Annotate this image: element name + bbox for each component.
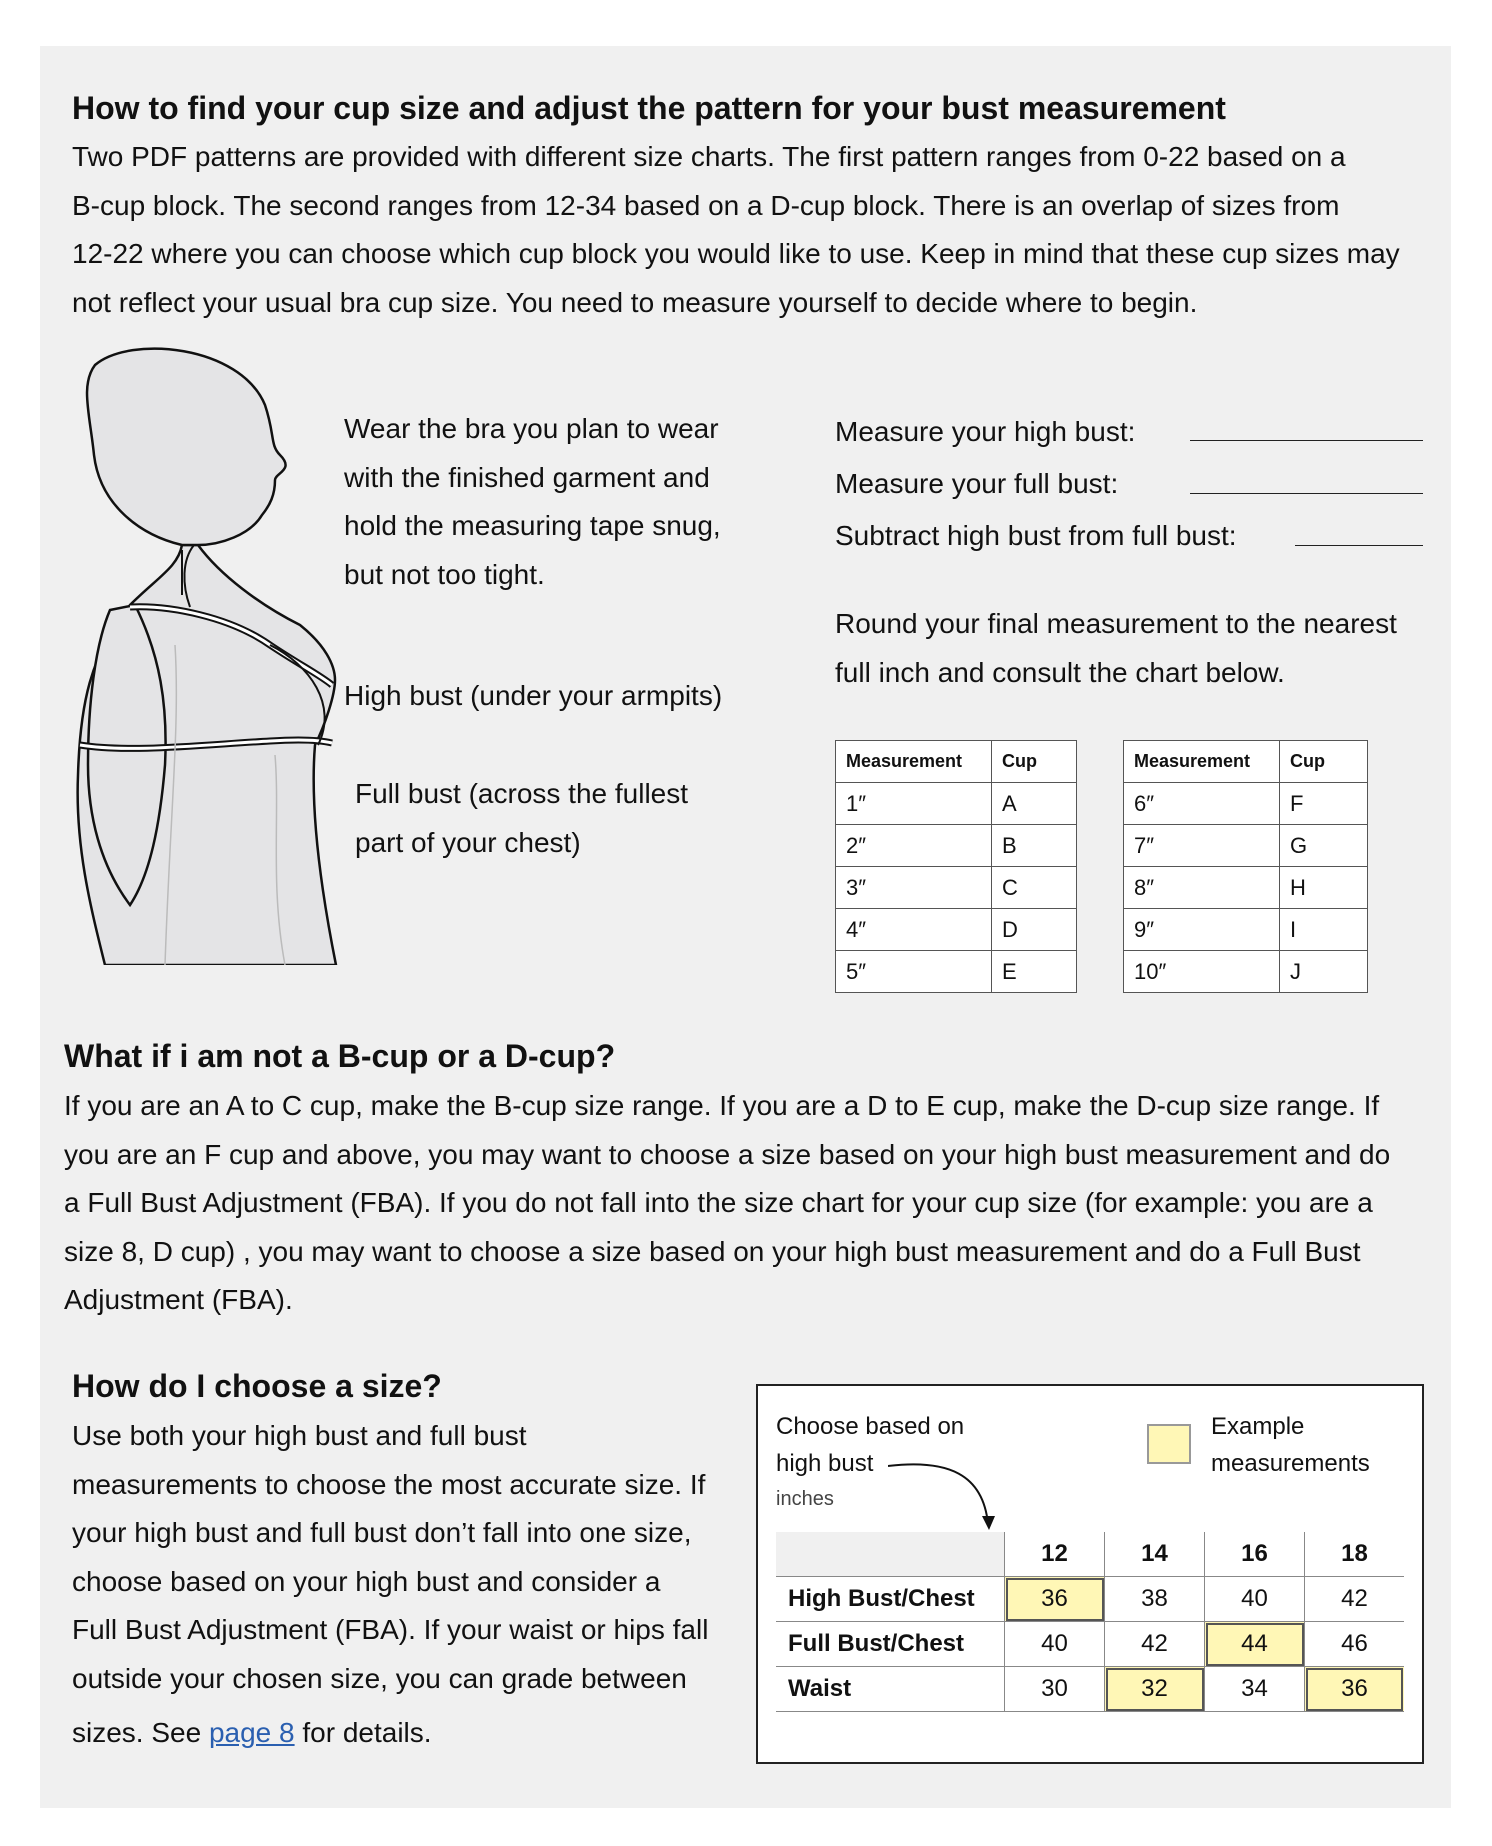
legend-line: Example [1211, 1413, 1305, 1440]
row-label: Waist [776, 1667, 1005, 1712]
paragraph-line: Adjustment (FBA). [64, 1284, 293, 1315]
section-heading-choose-size: How do I choose a size? [72, 1368, 442, 1404]
paragraph-line: not reflect your usual bra cup size. You need to measure yourself to decide where to begin. [72, 286, 1198, 318]
legend-line: measurements [1211, 1450, 1370, 1477]
paragraph-line: outside your chosen size, you can grade between [72, 1662, 687, 1694]
section-heading-cup-size: How to find your cup size and adjust the pattern for your bust measurement [72, 90, 1226, 126]
table-row [836, 825, 1077, 867]
mannequin-illustration [70, 345, 350, 965]
cup-cell: A [992, 783, 1077, 825]
paragraph-line: part of your chest) [355, 826, 581, 858]
measurement-cell: 46 [1305, 1622, 1405, 1667]
paragraph-line [72, 1709, 708, 1758]
arrow-icon [888, 1454, 1008, 1534]
cup-table-right [1123, 740, 1368, 993]
row-label: Full Bust/Chest [776, 1622, 1005, 1667]
measurement-cell: 44 [1205, 1622, 1305, 1667]
paragraph-line: measurements to choose the most accurate size. If [72, 1468, 706, 1500]
size-header-cell: 12 [1005, 1532, 1105, 1577]
measurement-cell: 40 [1005, 1622, 1105, 1667]
column-header: Measurement [836, 741, 992, 783]
full-bust-input-line[interactable] [1190, 493, 1423, 494]
paragraph-line: hold the measuring tape snug, [344, 510, 721, 541]
measurement-cell: 3″ [836, 867, 992, 909]
measurement-cell: 8″ [1124, 867, 1280, 909]
measurement-cell: 42 [1105, 1622, 1205, 1667]
paragraph-line: Two PDF patterns are provided with different size charts. The first pattern ranges from 0-22 based on a [72, 141, 1346, 172]
measurement-cell: 30 [1005, 1667, 1105, 1712]
table-header-row [1124, 741, 1368, 783]
measurement-cell: 10″ [1124, 951, 1280, 993]
paragraph-line: you are an F cup and above, you may want to choose a size based on your high bust measurement and do [64, 1138, 1391, 1170]
measurement-cell: 7″ [1124, 825, 1280, 867]
cup-cell: H [1280, 867, 1368, 909]
subtract-label: Subtract high bust from full bust: [835, 520, 1237, 551]
size-header-blank [776, 1532, 1005, 1577]
measurement-cell: 2″ [836, 825, 992, 867]
note-line: Choose based on [776, 1413, 965, 1440]
column-header: Measurement [1124, 741, 1280, 783]
column-header: Cup [992, 741, 1077, 783]
measurement-cell: 4″ [836, 909, 992, 951]
page-8-link[interactable]: page 8 [208, 1717, 295, 1748]
measurement-cell: 34 [1205, 1667, 1305, 1712]
size-header-cell: 14 [1105, 1532, 1205, 1577]
size-header-row [776, 1532, 1404, 1577]
table-header-row [836, 741, 1077, 783]
high-bust-input-line[interactable] [1190, 440, 1423, 441]
measurement-cell: 40 [1205, 1577, 1305, 1622]
paragraph-line: choose based on your high bust and consider a [72, 1565, 661, 1597]
round-instructions [835, 600, 1397, 697]
table-row [1124, 951, 1368, 993]
wear-instructions [344, 405, 721, 599]
paragraph-line: with the finished garment and [344, 461, 710, 493]
measurement-cell: 5″ [836, 951, 992, 993]
table-row [1124, 825, 1368, 867]
choose-size-paragraph [72, 1412, 708, 1758]
size-chart-example [756, 1384, 1424, 1764]
cup-cell: C [992, 867, 1077, 909]
full-bust-label [355, 770, 688, 867]
high-bust-label: High bust (under your armpits) [344, 680, 723, 711]
size-header-cell: 18 [1305, 1532, 1405, 1577]
paragraph-line: your high bust and full bust don’t fall into one size, [72, 1517, 692, 1548]
table-row [1124, 867, 1368, 909]
paragraph-line: Round your final measurement to the nearest [835, 608, 1397, 639]
measure-full-bust-label: Measure your full bust: [835, 468, 1119, 499]
paragraph-line: Full Bust Adjustment (FBA). If your waist or hips fall [72, 1614, 709, 1645]
table-row [836, 867, 1077, 909]
intro-paragraph [72, 133, 1400, 327]
cup-advice-paragraph [64, 1082, 1390, 1325]
paragraph-line: full inch and consult the chart below. [835, 656, 1285, 688]
text-span: for details. [294, 1717, 432, 1748]
size-table [776, 1532, 1404, 1712]
difference-input-line[interactable] [1295, 545, 1423, 546]
cup-cell: I [1280, 909, 1368, 951]
units-label: inches [776, 1488, 834, 1510]
paragraph-line: B-cup block. The second ranges from 12-34 based on a D-cup block. There is an overlap of sizes from [72, 189, 1340, 221]
paragraph-line: a Full Bust Adjustment (FBA). If you do not fall into the size chart for your cup size (for example: you are a [64, 1187, 1373, 1218]
paragraph-line: If you are an A to C cup, make the B-cup size range. If you are a D to E cup, make the D-cup size range. If [64, 1090, 1380, 1121]
table-row [776, 1622, 1404, 1667]
cup-cell: D [992, 909, 1077, 951]
paragraph-line: Wear the bra you plan to wear [344, 413, 719, 444]
paragraph-line: size 8, D cup) , you may want to choose a size based on your high bust measurement and do a Full Bust [64, 1235, 1361, 1267]
cup-cell: G [1280, 825, 1368, 867]
measurement-cell: 1″ [836, 783, 992, 825]
paragraph-line: 12-22 where you can choose which cup block you would like to use. Keep in mind that these cup sizes may [72, 238, 1400, 269]
paragraph-line: but not too tight. [344, 558, 545, 590]
note-line: high bust [776, 1450, 874, 1477]
column-header: Cup [1280, 741, 1368, 783]
cup-cell: B [992, 825, 1077, 867]
row-label: High Bust/Chest [776, 1577, 1005, 1622]
measurement-cell: 32 [1105, 1667, 1205, 1712]
text-span: sizes. See [72, 1717, 209, 1748]
legend-label [1211, 1408, 1370, 1482]
cup-cell: J [1280, 951, 1368, 993]
table-row [836, 951, 1077, 993]
table-row [776, 1577, 1404, 1622]
cup-cell: F [1280, 783, 1368, 825]
measure-high-bust-label: Measure your high bust: [835, 416, 1136, 447]
table-row [1124, 783, 1368, 825]
measurement-cell: 36 [1305, 1667, 1405, 1712]
measurement-cell: 42 [1305, 1577, 1405, 1622]
measurement-cell: 36 [1005, 1577, 1105, 1622]
measurement-cell: 9″ [1124, 909, 1280, 951]
measurement-cell: 38 [1105, 1577, 1205, 1622]
table-row [836, 909, 1077, 951]
paragraph-line: Use both your high bust and full bust [72, 1420, 527, 1451]
table-row [836, 783, 1077, 825]
measurement-cell: 6″ [1124, 783, 1280, 825]
paragraph-line: Full bust (across the fullest [355, 778, 689, 809]
size-header-cell: 16 [1205, 1532, 1305, 1577]
section-heading-not-b-or-d: What if i am not a B-cup or a D-cup? [64, 1038, 616, 1074]
cup-cell: E [992, 951, 1077, 993]
legend-swatch [1147, 1424, 1191, 1464]
table-row [1124, 909, 1368, 951]
cup-table-left [835, 740, 1077, 993]
table-row [776, 1667, 1404, 1712]
